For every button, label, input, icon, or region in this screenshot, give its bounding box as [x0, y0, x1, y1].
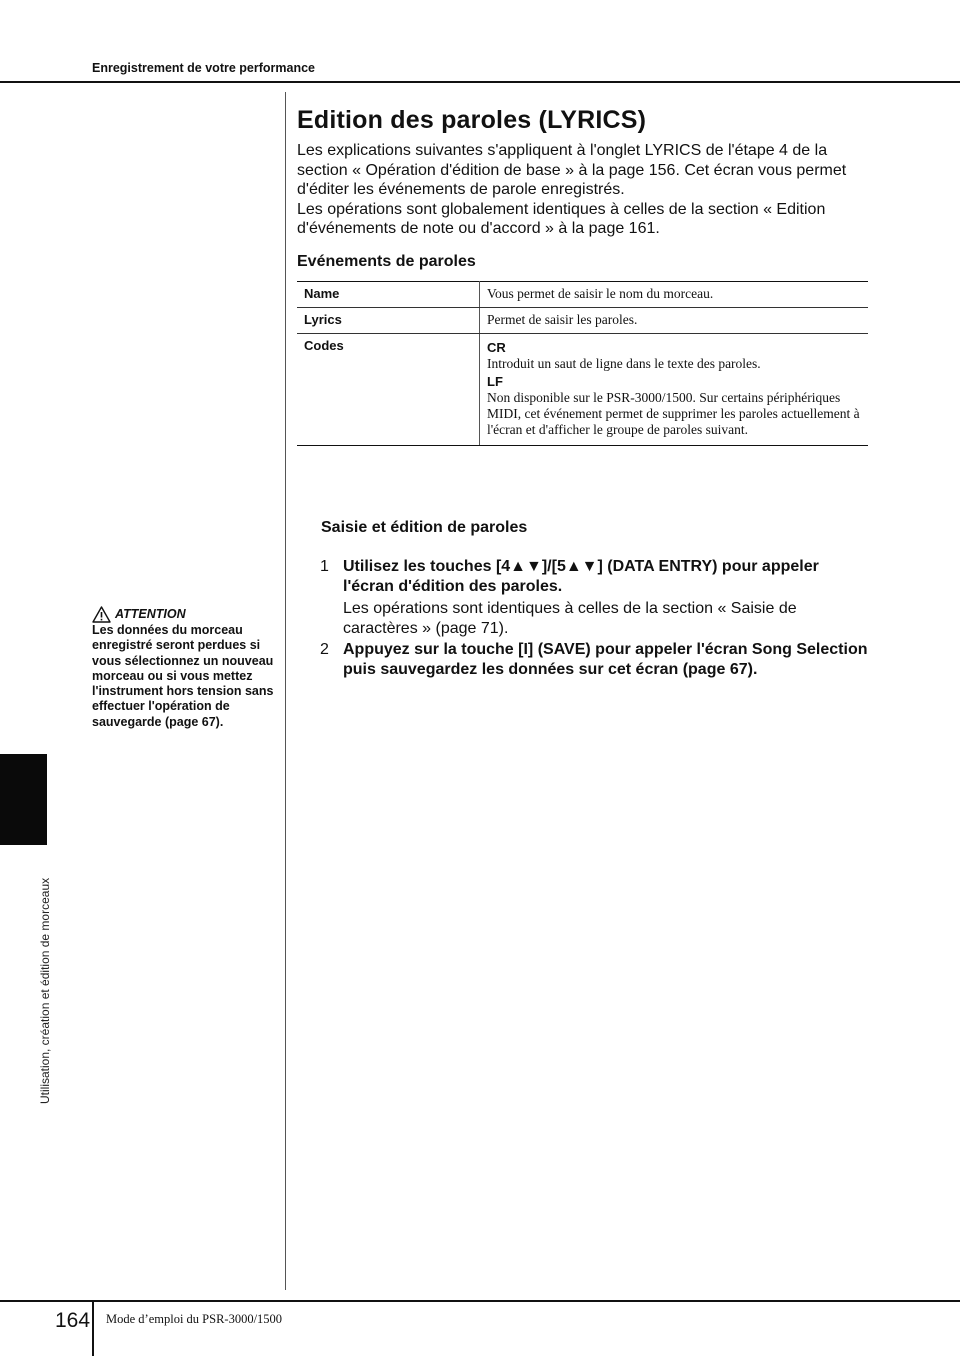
- list-item: [318, 557, 868, 638]
- intro-paragraph-1: Les explications suivantes s'appliquent à l'onglet LYRICS de l'étape 4 de la section « Opération d'édition de base » à la page 156. Cet écran vous permet d'éditer les événements de parole enregistrés.: [297, 142, 847, 198]
- code-label-lf: LF: [487, 374, 503, 389]
- attention-body: Les données du morceau enregistré seront perdues si vous sélectionnez un nouveau morceau ou si vous mettez l'instrument hors tension sans effectuer l'opération de sauvegarde (page 67).: [92, 623, 274, 729]
- running-header: Enregistrement de votre performance: [92, 61, 315, 75]
- event-description: Permet de saisir les paroles.: [480, 308, 869, 334]
- event-term: Codes: [297, 334, 480, 446]
- column-divider: [285, 92, 286, 1290]
- table-row: [297, 334, 868, 446]
- table-row: [297, 308, 868, 334]
- step-number: 1: [320, 558, 329, 575]
- warning-triangle-icon: [92, 606, 111, 623]
- table-row: [297, 282, 868, 308]
- step-note: Les opérations sont identiques à celles de la section « Saisie de caractères » (page 71).: [343, 600, 797, 637]
- chapter-tab: [0, 754, 47, 845]
- footer-divider: [92, 1301, 94, 1356]
- intro-text: [297, 141, 869, 239]
- steps-list: [318, 557, 868, 681]
- intro-paragraph-2: Les opérations sont globalement identiques à celles de la section « Edition d'événements de note ou d'accord » à la page 161.: [297, 200, 826, 237]
- section-title: Edition des paroles (LYRICS): [297, 106, 647, 134]
- code-desc-lf: Non disponible sur le PSR-3000/1500. Sur certains périphériques MIDI, cet événement permet de supprimer les paroles actuellement à l'écran et d'afficher le groupe de paroles suivant.: [487, 390, 860, 437]
- attention-title: ATTENTION: [115, 606, 186, 621]
- page-number: 164: [55, 1309, 91, 1332]
- events-table: [297, 281, 868, 446]
- attention-note: [92, 606, 277, 730]
- codes-description: [480, 334, 869, 446]
- event-term: Name: [297, 282, 480, 308]
- chapter-label: Utilisation, création et édition de morceaux: [38, 877, 52, 1104]
- event-term: Lyrics: [297, 308, 480, 334]
- step-instruction: Appuyez sur la touche [I] (SAVE) pour appeler l'écran Song Selection puis sauvegardez les données sur cet écran (page 67).: [343, 641, 868, 678]
- manual-title: Mode d’emploi du PSR-3000/1500: [106, 1312, 283, 1326]
- code-label-cr: CR: [487, 340, 506, 355]
- event-description: Vous permet de saisir le nom du morceau.: [480, 282, 869, 308]
- step-number: 2: [320, 641, 329, 658]
- events-heading: Evénements de paroles: [297, 253, 476, 270]
- list-item: [318, 640, 868, 679]
- attention-header: [92, 606, 277, 623]
- footer-rule: [0, 1300, 960, 1302]
- header-rule: [0, 81, 960, 83]
- editing-heading: Saisie et édition de paroles: [321, 519, 528, 536]
- code-desc-cr: Introduit un saut de ligne dans le texte des paroles.: [487, 356, 761, 371]
- step-instruction: Utilisez les touches [4▲▼]/[5▲▼] (DATA ENTRY) pour appeler l'écran d'édition des paroles.: [343, 558, 819, 595]
